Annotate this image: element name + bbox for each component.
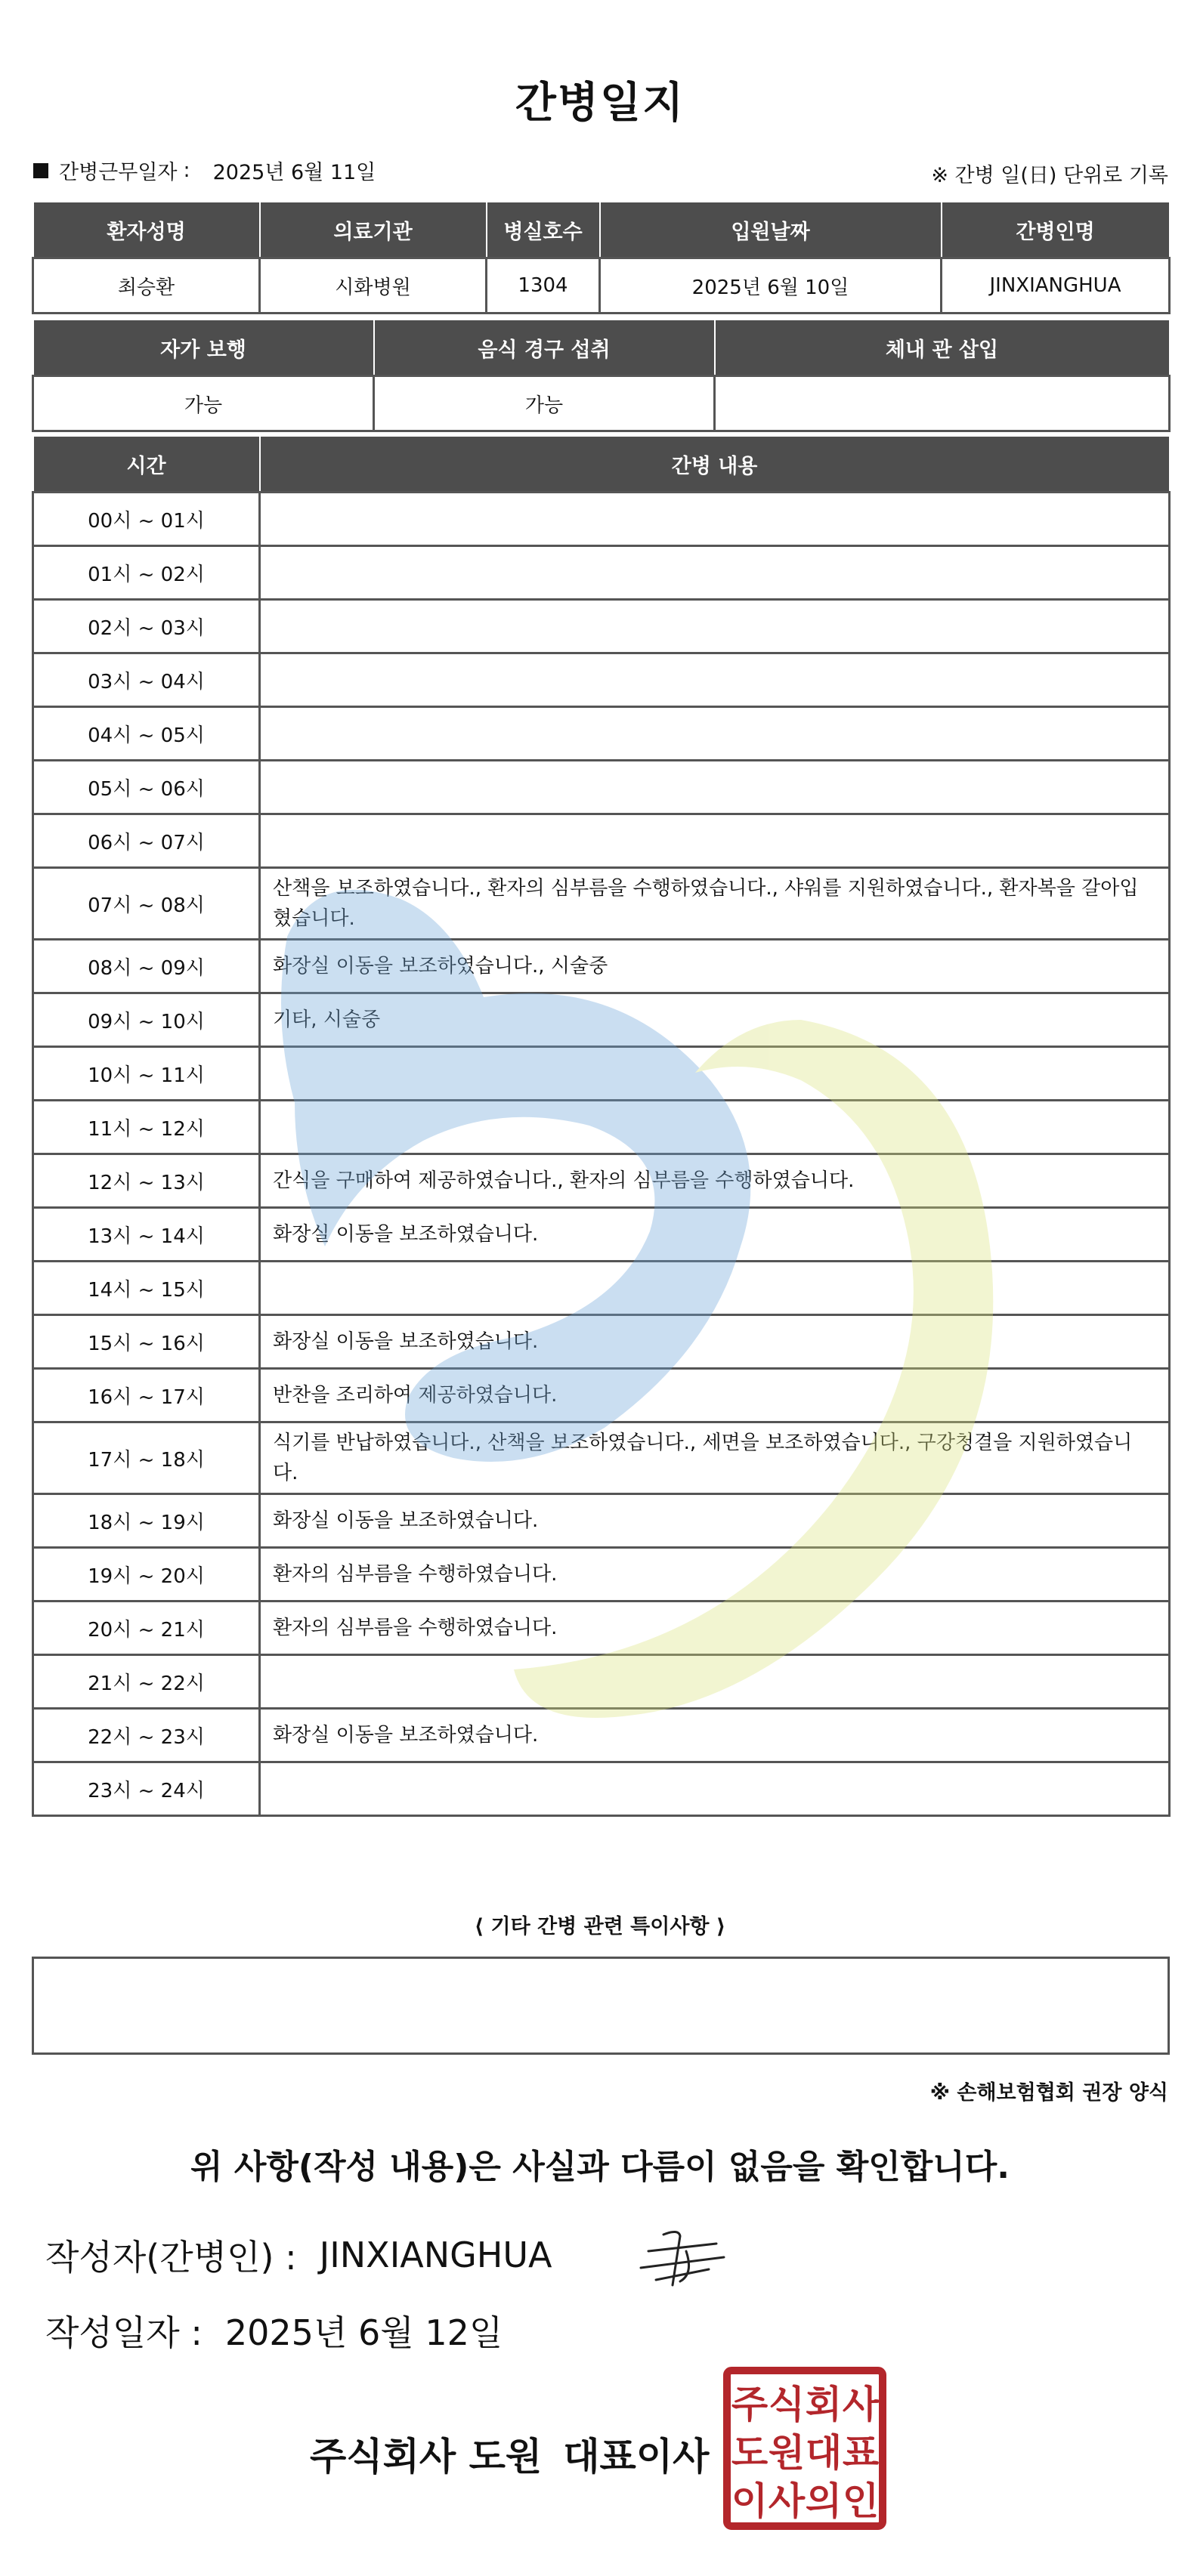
care-log-content: 화장실 이동을 보조하였습니다. — [260, 1709, 1170, 1762]
care-log-time: 20시 ~ 21시 — [33, 1602, 260, 1655]
care-log-time: 22시 ~ 23시 — [33, 1709, 260, 1762]
seal-character: 이 — [731, 2479, 769, 2523]
care-log-content — [260, 1762, 1170, 1816]
tube-header: 체내 관 삽입 — [715, 320, 1170, 376]
confirmation-statement: 위 사항(작성 내용)은 사실과 다름이 없음을 확인합니다. — [190, 2148, 1010, 2186]
seal-character: 도 — [731, 2431, 769, 2475]
oral-intake-value: 가능 — [374, 376, 715, 431]
duty-date-label: 간병근무일자 — [59, 161, 178, 184]
seal-character: 원 — [768, 2431, 806, 2475]
care-log-time: 08시 ~ 09시 — [33, 940, 260, 993]
care-log-time: 23시 ~ 24시 — [33, 1762, 260, 1816]
care-log-content — [260, 1047, 1170, 1101]
seal-character: 식 — [768, 2383, 806, 2426]
care-log-time: 15시 ~ 16시 — [33, 1315, 260, 1369]
care-log-content: 반찬을 조리하여 제공하였습니다. — [260, 1369, 1170, 1422]
company-name: 주식회사 도원 — [310, 2435, 543, 2479]
care-log-time: 12시 ~ 13시 — [33, 1154, 260, 1208]
tube-value — [715, 376, 1170, 431]
care-log-row — [33, 1494, 1170, 1548]
company-title: 대표이사 — [563, 2435, 710, 2479]
care-log-body — [33, 493, 1170, 1816]
walking-value: 가능 — [33, 376, 374, 431]
room-value: 1304 — [487, 258, 600, 314]
care-log-row — [33, 1262, 1170, 1315]
care-log-time: 04시 ~ 05시 — [33, 707, 260, 761]
care-log-row — [33, 814, 1170, 868]
seal-character: 대 — [805, 2431, 843, 2475]
patient-status-value-row — [33, 376, 1170, 431]
patient-status-header-row — [33, 320, 1170, 376]
form-source-note: ※ 손해보험협회 권장 양식 — [929, 2081, 1168, 2105]
care-log-row — [33, 600, 1170, 653]
written-date-row — [45, 2306, 503, 2355]
care-log-row — [33, 1315, 1170, 1369]
care-log-content: 산책을 보조하였습니다., 환자의 심부름을 수행하였습니다., 샤워를 지원하였습니다., 환자복을 갈아입혔습니다. — [260, 868, 1170, 940]
care-log-content — [260, 1262, 1170, 1315]
care-log-row — [33, 493, 1170, 546]
patient-info-value-row — [33, 258, 1170, 314]
hospital-header: 의료기관 — [260, 202, 487, 258]
care-log-row — [33, 1422, 1170, 1494]
page-title: 간병일지 — [515, 79, 685, 128]
care-log-time: 16시 ~ 17시 — [33, 1369, 260, 1422]
patient-info-table — [32, 201, 1171, 314]
care-log-row — [33, 1208, 1170, 1262]
patient-name-header: 환자성명 — [33, 202, 260, 258]
duty-date-value: 2025년 6월 11일 — [212, 161, 376, 184]
care-log-row — [33, 546, 1170, 600]
duty-date-row — [33, 156, 376, 185]
care-log-row — [33, 653, 1170, 707]
care-log-time: 18시 ~ 19시 — [33, 1494, 260, 1548]
care-log-row — [33, 1369, 1170, 1422]
seal-character: 인 — [842, 2479, 880, 2523]
seal-character: 사 — [842, 2383, 880, 2426]
written-date-value: 2025년 6월 12일 — [224, 2312, 503, 2353]
care-log-time: 01시 ~ 02시 — [33, 546, 260, 600]
care-log-row — [33, 1762, 1170, 1816]
care-log-row — [33, 1655, 1170, 1709]
duty-date-colon: : — [183, 159, 190, 182]
patient-status-table — [32, 319, 1171, 432]
care-log-content — [260, 707, 1170, 761]
care-log-content: 화장실 이동을 보조하였습니다. — [260, 1315, 1170, 1369]
room-header: 병실호수 — [487, 202, 600, 258]
company-row — [310, 2426, 709, 2481]
record-note: ※ 간병 일(日) 단위로 기록 — [931, 164, 1168, 187]
care-log-content — [260, 1655, 1170, 1709]
care-log-content: 환자의 심부름을 수행하였습니다. — [260, 1602, 1170, 1655]
care-log-content — [260, 1101, 1170, 1154]
care-log-content: 화장실 이동을 보조하였습니다., 시술중 — [260, 940, 1170, 993]
patient-name-value: 최승환 — [33, 258, 260, 314]
seal-characters — [731, 2383, 880, 2523]
caregiver-name-header: 간병인명 — [942, 202, 1170, 258]
care-log-content: 식기를 반납하였습니다., 산책을 보조하였습니다., 세면을 보조하였습니다., 구강청결을 지원하였습니다. — [260, 1422, 1170, 1494]
care-log-row — [33, 993, 1170, 1047]
care-log-time: 06시 ~ 07시 — [33, 814, 260, 868]
special-notes-box — [32, 1957, 1170, 2055]
care-log-content: 화장실 이동을 보조하였습니다. — [260, 1494, 1170, 1548]
care-log-time: 09시 ~ 10시 — [33, 993, 260, 1047]
seal-character: 주 — [731, 2383, 769, 2426]
writer-label: 작성자(간병인) : — [45, 2237, 297, 2278]
time-header: 시간 — [33, 436, 260, 493]
care-log-content: 화장실 이동을 보조하였습니다. — [260, 1208, 1170, 1262]
admission-date-header: 입원날짜 — [600, 202, 942, 258]
care-log-time: 03시 ~ 04시 — [33, 653, 260, 707]
care-log-content: 기타, 시술중 — [260, 993, 1170, 1047]
writer-name: JINXIANGHUA — [319, 2235, 552, 2275]
care-log-content — [260, 546, 1170, 600]
patient-info-header-row — [33, 202, 1170, 258]
handwritten-signature — [633, 2221, 731, 2289]
oral-intake-header: 음식 경구 섭취 — [374, 320, 715, 376]
admission-date-value: 2025년 6월 10일 — [600, 258, 942, 314]
care-log-time: 07시 ~ 08시 — [33, 868, 260, 940]
care-log-row — [33, 707, 1170, 761]
care-log-time: 21시 ~ 22시 — [33, 1655, 260, 1709]
content-header: 간병 내용 — [260, 436, 1170, 493]
care-log-row — [33, 1154, 1170, 1208]
seal-character: 회 — [805, 2383, 843, 2426]
written-date-label: 작성일자 : — [45, 2312, 203, 2353]
care-log-time: 05시 ~ 06시 — [33, 761, 260, 814]
care-log-content — [260, 493, 1170, 546]
seal-character: 표 — [842, 2431, 880, 2475]
company-seal-stamp — [721, 2364, 889, 2532]
hospital-value: 시화병원 — [260, 258, 487, 314]
care-log-time: 13시 ~ 14시 — [33, 1208, 260, 1262]
writer-row — [45, 2230, 552, 2280]
care-log-content — [260, 761, 1170, 814]
care-log-time: 17시 ~ 18시 — [33, 1422, 260, 1494]
care-log-content — [260, 600, 1170, 653]
care-log-content: 간식을 구매하여 제공하였습니다., 환자의 심부름을 수행하였습니다. — [260, 1154, 1170, 1208]
care-log-row — [33, 868, 1170, 940]
care-log-row — [33, 1101, 1170, 1154]
care-log-row — [33, 1047, 1170, 1101]
square-bullet-icon — [33, 163, 48, 178]
care-log-time: 14시 ~ 15시 — [33, 1262, 260, 1315]
care-log-time: 19시 ~ 20시 — [33, 1548, 260, 1602]
care-log-table — [32, 435, 1171, 1817]
care-log-content — [260, 814, 1170, 868]
caregiver-name-value: JINXIANGHUA — [942, 258, 1170, 314]
care-log-time: 10시 ~ 11시 — [33, 1047, 260, 1101]
seal-character: 의 — [805, 2479, 843, 2523]
care-log-content: 환자의 심부름을 수행하였습니다. — [260, 1548, 1170, 1602]
care-log-row — [33, 761, 1170, 814]
care-log-row — [33, 1709, 1170, 1762]
care-log-row — [33, 1548, 1170, 1602]
seal-character: 사 — [768, 2479, 806, 2523]
care-log-time: 00시 ~ 01시 — [33, 493, 260, 546]
care-log-time: 02시 ~ 03시 — [33, 600, 260, 653]
care-log-row — [33, 1602, 1170, 1655]
care-log-content — [260, 653, 1170, 707]
care-log-time: 11시 ~ 12시 — [33, 1101, 260, 1154]
walking-header: 자가 보행 — [33, 320, 374, 376]
special-notes-title: ⟨ 기타 간병 관련 특이사항 ⟩ — [474, 1915, 726, 1938]
care-log-row — [33, 940, 1170, 993]
care-log-header-row — [33, 436, 1170, 493]
